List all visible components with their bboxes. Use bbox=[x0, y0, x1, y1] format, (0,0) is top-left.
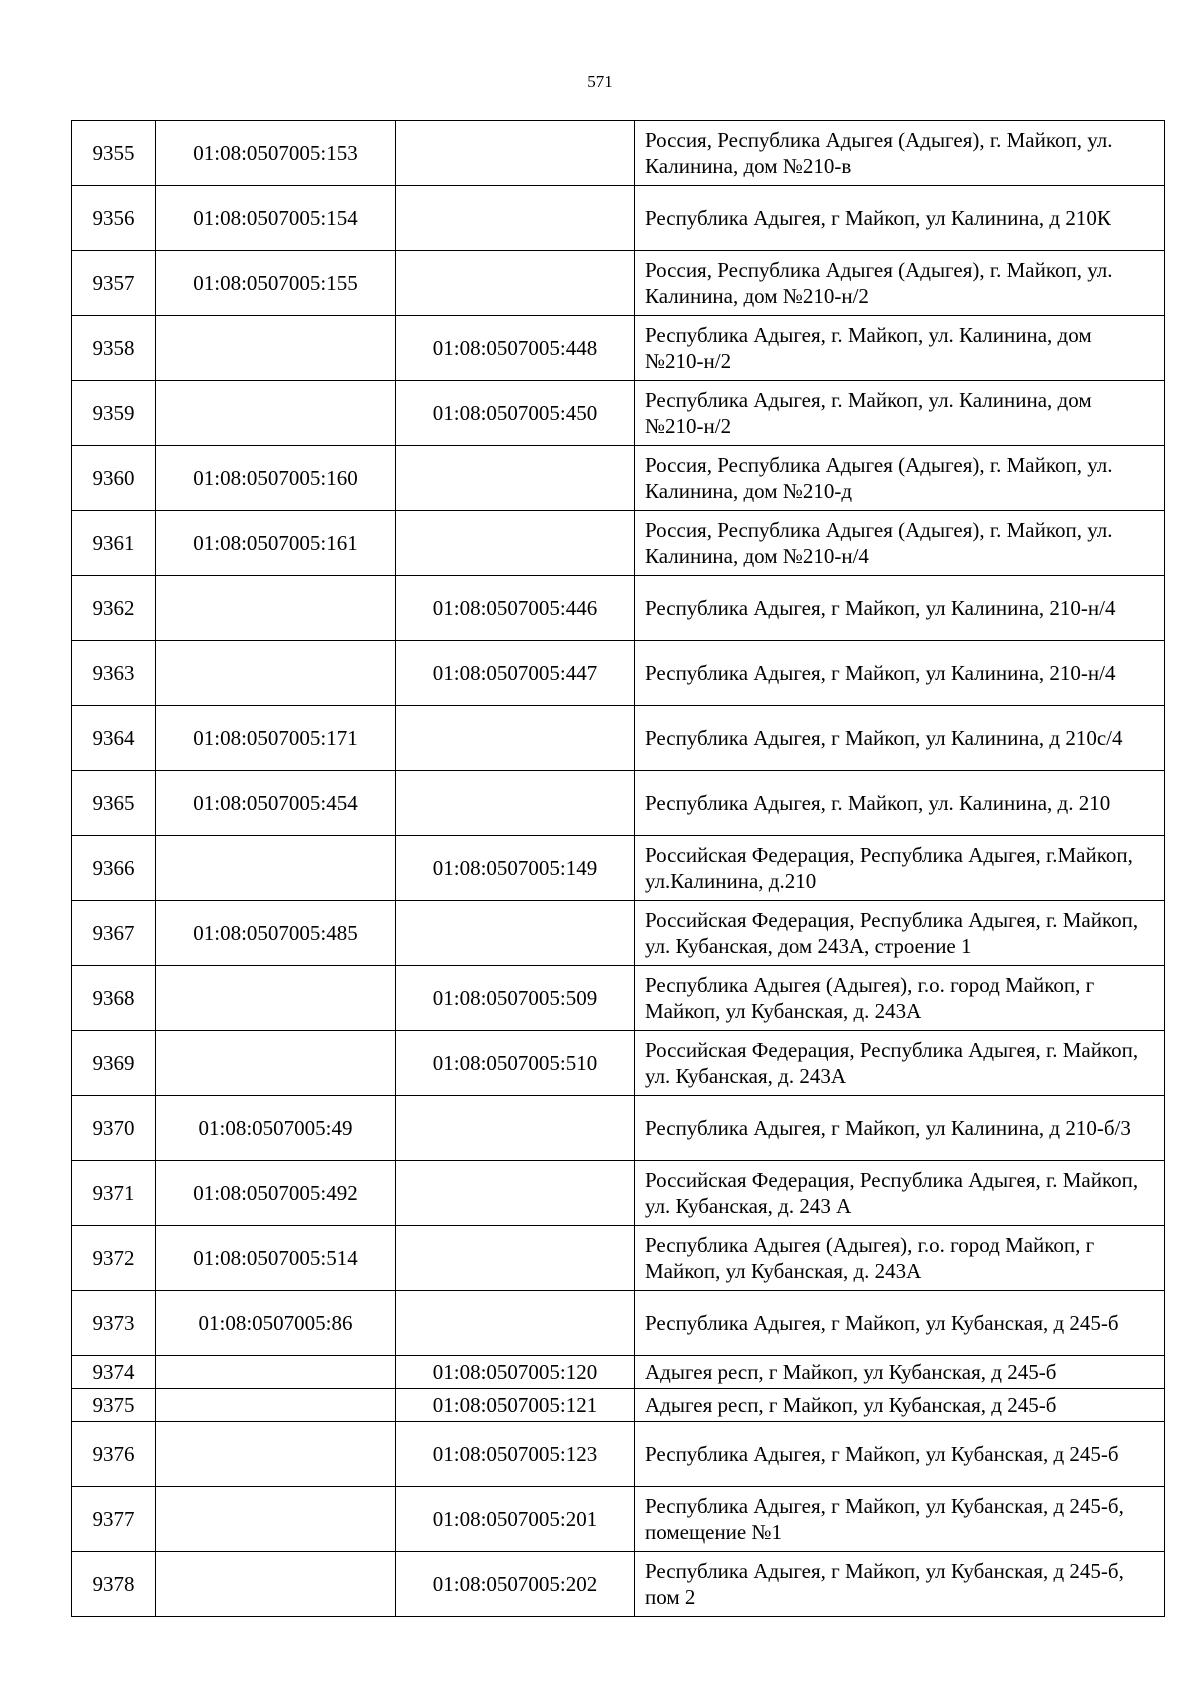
table-row bbox=[72, 1422, 1165, 1487]
address: Республика Адыгея, г Майкоп, ул Кубанская, д 245-б, помещение №1 bbox=[635, 1487, 1165, 1552]
land-cadastral-number: 01:08:0507005:153 bbox=[156, 121, 396, 186]
table-row bbox=[72, 511, 1165, 576]
table-row bbox=[72, 316, 1165, 381]
table-row bbox=[72, 771, 1165, 836]
row-number: 9376 bbox=[72, 1422, 156, 1487]
address: Республика Адыгея, г Майкоп, ул Калинина, д 210-б/3 bbox=[635, 1096, 1165, 1161]
table-row bbox=[72, 966, 1165, 1031]
table-row bbox=[72, 1487, 1165, 1552]
object-cadastral-number bbox=[396, 121, 635, 186]
row-number: 9364 bbox=[72, 706, 156, 771]
land-cadastral-number bbox=[156, 836, 396, 901]
address: Адыгея респ, г Майкоп, ул Кубанская, д 245-б bbox=[635, 1356, 1165, 1389]
row-number: 9375 bbox=[72, 1389, 156, 1422]
land-cadastral-number: 01:08:0507005:155 bbox=[156, 251, 396, 316]
land-cadastral-number: 01:08:0507005:485 bbox=[156, 901, 396, 966]
address: Российская Федерация, Республика Адыгея, г. Майкоп, ул. Кубанская, д. 243А bbox=[635, 1031, 1165, 1096]
address: Республика Адыгея, г. Майкоп, ул. Калинина, дом №210-н/2 bbox=[635, 381, 1165, 446]
table-row bbox=[72, 1031, 1165, 1096]
object-cadastral-number: 01:08:0507005:450 bbox=[396, 381, 635, 446]
table-row bbox=[72, 1096, 1165, 1161]
address: Республика Адыгея, г Майкоп, ул Калинина, д 210с/4 bbox=[635, 706, 1165, 771]
object-cadastral-number bbox=[396, 1226, 635, 1291]
table-row bbox=[72, 1389, 1165, 1422]
land-cadastral-number bbox=[156, 966, 396, 1031]
land-cadastral-number: 01:08:0507005:86 bbox=[156, 1291, 396, 1356]
object-cadastral-number: 01:08:0507005:446 bbox=[396, 576, 635, 641]
land-cadastral-number bbox=[156, 641, 396, 706]
row-number: 9371 bbox=[72, 1161, 156, 1226]
table-row bbox=[72, 1552, 1165, 1617]
object-cadastral-number: 01:08:0507005:448 bbox=[396, 316, 635, 381]
address: Российская Федерация, Республика Адыгея, г. Майкоп, ул. Кубанская, д. 243 А bbox=[635, 1161, 1165, 1226]
land-cadastral-number: 01:08:0507005:514 bbox=[156, 1226, 396, 1291]
address: Россия, Республика Адыгея (Адыгея), г. Майкоп, ул. Калинина, дом №210-в bbox=[635, 121, 1165, 186]
land-cadastral-number bbox=[156, 576, 396, 641]
land-cadastral-number bbox=[156, 1422, 396, 1487]
address: Адыгея респ, г Майкоп, ул Кубанская, д 245-б bbox=[635, 1389, 1165, 1422]
land-cadastral-number bbox=[156, 1487, 396, 1552]
object-cadastral-number: 01:08:0507005:510 bbox=[396, 1031, 635, 1096]
row-number: 9377 bbox=[72, 1487, 156, 1552]
table-row bbox=[72, 1161, 1165, 1226]
object-cadastral-number: 01:08:0507005:202 bbox=[396, 1552, 635, 1617]
row-number: 9374 bbox=[72, 1356, 156, 1389]
object-cadastral-number: 01:08:0507005:120 bbox=[396, 1356, 635, 1389]
land-cadastral-number: 01:08:0507005:154 bbox=[156, 186, 396, 251]
object-cadastral-number bbox=[396, 706, 635, 771]
address: Россия, Республика Адыгея (Адыгея), г. Майкоп, ул. Калинина, дом №210-н/2 bbox=[635, 251, 1165, 316]
object-cadastral-number bbox=[396, 186, 635, 251]
address: Российская Федерация, Республика Адыгея, г. Майкоп, ул. Кубанская, дом 243А, строение 1 bbox=[635, 901, 1165, 966]
table-row bbox=[72, 1356, 1165, 1389]
object-cadastral-number bbox=[396, 251, 635, 316]
land-cadastral-number bbox=[156, 381, 396, 446]
table-row bbox=[72, 186, 1165, 251]
table-row bbox=[72, 706, 1165, 771]
land-cadastral-number: 01:08:0507005:492 bbox=[156, 1161, 396, 1226]
table-row bbox=[72, 121, 1165, 186]
table-row bbox=[72, 576, 1165, 641]
object-cadastral-number: 01:08:0507005:201 bbox=[396, 1487, 635, 1552]
page-number: 571 bbox=[587, 72, 613, 91]
row-number: 9373 bbox=[72, 1291, 156, 1356]
address: Республика Адыгея, г Майкоп, ул Кубанская, д 245-б, пом 2 bbox=[635, 1552, 1165, 1617]
row-number: 9355 bbox=[72, 121, 156, 186]
object-cadastral-number bbox=[396, 1291, 635, 1356]
object-cadastral-number bbox=[396, 771, 635, 836]
row-number: 9362 bbox=[72, 576, 156, 641]
object-cadastral-number: 01:08:0507005:447 bbox=[396, 641, 635, 706]
row-number: 9358 bbox=[72, 316, 156, 381]
address: Республика Адыгея, г. Майкоп, ул. Калинина, д. 210 bbox=[635, 771, 1165, 836]
address: Российская Федерация, Республика Адыгея, г.Майкоп, ул.Калинина, д.210 bbox=[635, 836, 1165, 901]
table-row bbox=[72, 251, 1165, 316]
address: Республика Адыгея, г Майкоп, ул Калинина, 210-н/4 bbox=[635, 576, 1165, 641]
land-cadastral-number bbox=[156, 1356, 396, 1389]
object-cadastral-number: 01:08:0507005:509 bbox=[396, 966, 635, 1031]
land-cadastral-number: 01:08:0507005:160 bbox=[156, 446, 396, 511]
table-row bbox=[72, 446, 1165, 511]
row-number: 9357 bbox=[72, 251, 156, 316]
row-number: 9368 bbox=[72, 966, 156, 1031]
address: Республика Адыгея (Адыгея), г.о. город Майкоп, г Майкоп, ул Кубанская, д. 243А bbox=[635, 966, 1165, 1031]
land-cadastral-number: 01:08:0507005:49 bbox=[156, 1096, 396, 1161]
object-cadastral-number bbox=[396, 511, 635, 576]
address: Россия, Республика Адыгея (Адыгея), г. Майкоп, ул. Калинина, дом №210-д bbox=[635, 446, 1165, 511]
row-number: 9378 bbox=[72, 1552, 156, 1617]
land-cadastral-number bbox=[156, 1031, 396, 1096]
address: Республика Адыгея, г Майкоп, ул Кубанская, д 245-б bbox=[635, 1422, 1165, 1487]
table-row bbox=[72, 381, 1165, 446]
row-number: 9367 bbox=[72, 901, 156, 966]
address: Республика Адыгея, г Майкоп, ул Кубанская, д 245-б bbox=[635, 1291, 1165, 1356]
object-cadastral-number bbox=[396, 901, 635, 966]
row-number: 9372 bbox=[72, 1226, 156, 1291]
table-row bbox=[72, 836, 1165, 901]
object-cadastral-number bbox=[396, 1096, 635, 1161]
row-number: 9361 bbox=[72, 511, 156, 576]
row-number: 9365 bbox=[72, 771, 156, 836]
address: Россия, Республика Адыгея (Адыгея), г. Майкоп, ул. Калинина, дом №210-н/4 bbox=[635, 511, 1165, 576]
land-cadastral-number bbox=[156, 1552, 396, 1617]
address: Республика Адыгея, г Майкоп, ул Калинина, д 210К bbox=[635, 186, 1165, 251]
table-row bbox=[72, 901, 1165, 966]
row-number: 9369 bbox=[72, 1031, 156, 1096]
object-cadastral-number bbox=[396, 446, 635, 511]
row-number: 9370 bbox=[72, 1096, 156, 1161]
address: Республика Адыгея, г. Майкоп, ул. Калинина, дом №210-н/2 bbox=[635, 316, 1165, 381]
object-cadastral-number: 01:08:0507005:123 bbox=[396, 1422, 635, 1487]
table-row bbox=[72, 641, 1165, 706]
row-number: 9363 bbox=[72, 641, 156, 706]
table-row bbox=[72, 1291, 1165, 1356]
registry-table bbox=[71, 120, 1165, 1617]
land-cadastral-number: 01:08:0507005:161 bbox=[156, 511, 396, 576]
row-number: 9356 bbox=[72, 186, 156, 251]
address: Республика Адыгея, г Майкоп, ул Калинина, 210-н/4 bbox=[635, 641, 1165, 706]
registry-table-body bbox=[72, 121, 1165, 1617]
land-cadastral-number bbox=[156, 1389, 396, 1422]
object-cadastral-number: 01:08:0507005:149 bbox=[396, 836, 635, 901]
row-number: 9360 bbox=[72, 446, 156, 511]
land-cadastral-number: 01:08:0507005:171 bbox=[156, 706, 396, 771]
row-number: 9366 bbox=[72, 836, 156, 901]
land-cadastral-number bbox=[156, 316, 396, 381]
object-cadastral-number: 01:08:0507005:121 bbox=[396, 1389, 635, 1422]
row-number: 9359 bbox=[72, 381, 156, 446]
table-row bbox=[72, 1226, 1165, 1291]
land-cadastral-number: 01:08:0507005:454 bbox=[156, 771, 396, 836]
object-cadastral-number bbox=[396, 1161, 635, 1226]
address: Республика Адыгея (Адыгея), г.о. город Майкоп, г Майкоп, ул Кубанская, д. 243А bbox=[635, 1226, 1165, 1291]
